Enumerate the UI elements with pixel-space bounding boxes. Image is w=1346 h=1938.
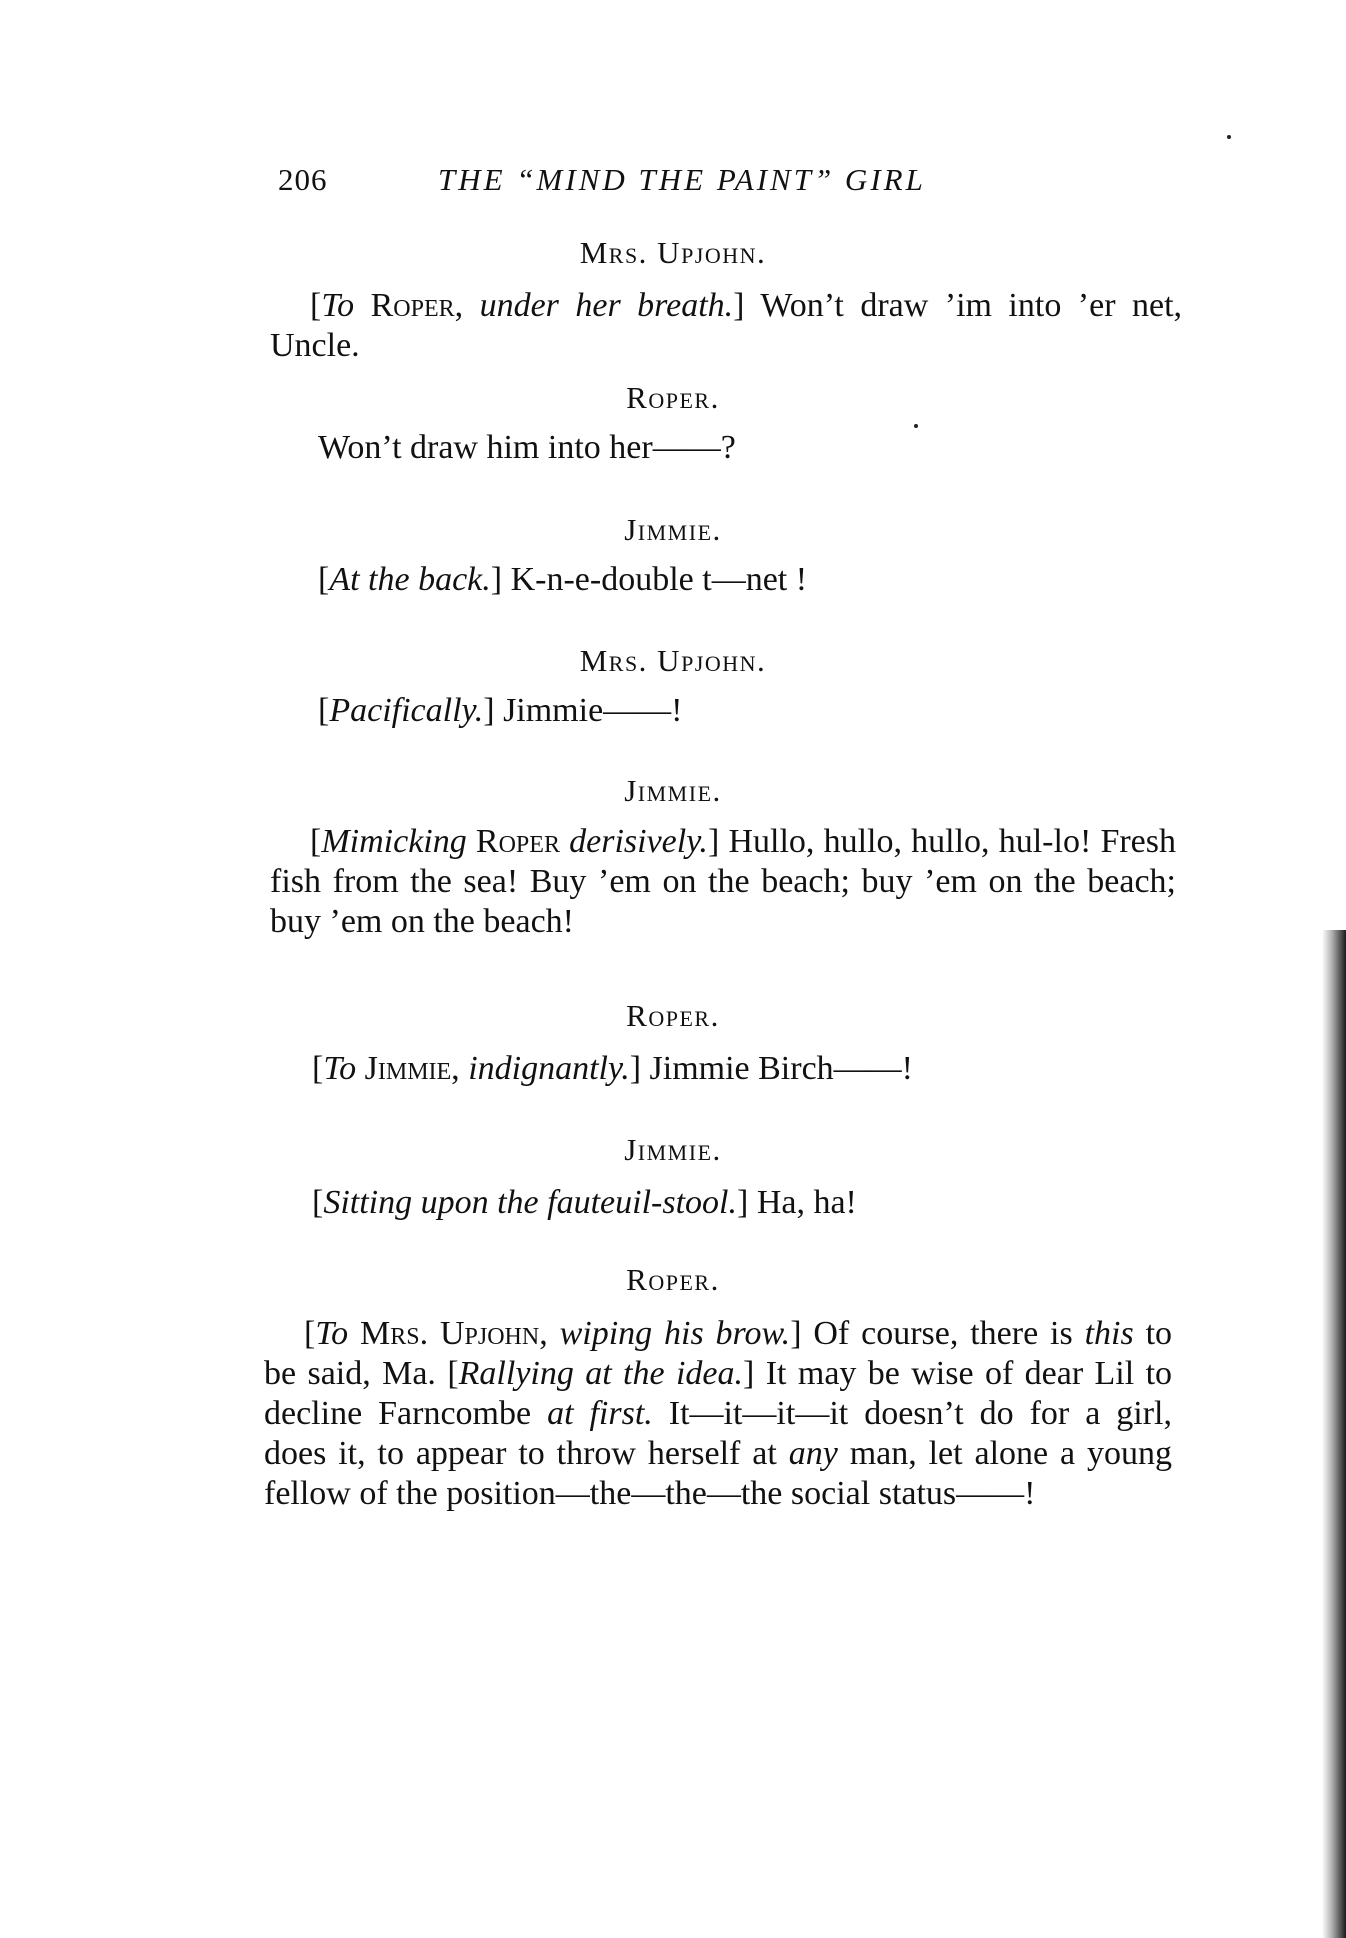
stage-direction: indignantly. (468, 1050, 630, 1087)
dialogue: It may be wise of dear Lil to decline Farncombe (264, 1355, 1173, 1432)
ink-speck (914, 424, 918, 428)
stage-direction: At the back. (329, 561, 491, 598)
stage-direction: Rallying at the idea. (458, 1355, 744, 1392)
speech-text: [Mimicking Roper derisively.] Hullo, hullo, hullo, hul-lo! Fresh fish from the sea! Buy ’em on the beach; buy ’em on the beach; buy ’em on the beach! (270, 823, 1177, 940)
emphasis: at first. (547, 1395, 653, 1432)
stage-direction: wiping his brow. (559, 1315, 791, 1352)
stage-direction: Sitting upon the fauteuil-stool. (323, 1184, 737, 1221)
speaker-name: Mrs. Upjohn. (579, 643, 767, 678)
speech-text: [To Roper, under her breath.] Won’t draw ’im into ’er net, Uncle. (270, 287, 1183, 364)
speech-text: [To Jimmie, indignantly.] Jimmie Birch——! (312, 1050, 913, 1087)
speech-text: [At the back.] K-n-e-double t—net ! (318, 561, 808, 598)
dialogue: Won’t draw ’im into ’er net, Uncle. (270, 287, 1183, 364)
speech-text: [To Mrs. Upjohn, wiping his brow.] Of course, there is this to be said, Ma. [Rallying at the idea.] It may be wise of dear Lil to decline Farncombe at first. It—it—it—it doesn’t do for a girl, does it, to appear to throw herself at any man, let alone a young fellow of the position—the—the—the social status——! (264, 1315, 1173, 1512)
speaker-name: Roper. (626, 1262, 720, 1297)
dialogue: man, let alone a young fellow of the position—the—the—the social status——! (264, 1435, 1172, 1512)
dialogue: It—it—it—it doesn’t do for a girl, does it, to appear to throw herself at (264, 1395, 1173, 1472)
dialogue: K-n-e-double t—net ! (502, 561, 808, 598)
speaker-name: Jimmie. (624, 512, 722, 547)
page-number: 206 (278, 162, 328, 197)
emphasis: this (1084, 1315, 1134, 1352)
dialogue: Of course, there is (801, 1315, 1085, 1352)
character-name: Roper, (370, 287, 464, 324)
character-name: Jimmie, (364, 1050, 460, 1087)
stage-direction: derisively. (569, 823, 708, 860)
emphasis: any (788, 1435, 838, 1472)
dialogue: Ha, ha! (748, 1184, 857, 1221)
stage-direction: To (315, 1315, 349, 1352)
dialogue: to be said, Ma. (264, 1315, 1173, 1392)
speaker-name: Jimmie. (624, 1132, 722, 1167)
page-edge-shadow (1322, 930, 1346, 1938)
speech-text: [Pacifically.] Jimmie——! (318, 692, 683, 729)
dialogue: Hullo, hullo, hullo, hul-lo! Fresh fish from the sea! Buy ’em on the beach; buy ’em on the beach; buy ’em on the beach! (270, 823, 1177, 940)
ink-speck (1227, 135, 1231, 139)
character-name: Mrs. Upjohn, (360, 1315, 548, 1352)
stage-direction: Mimicking (321, 823, 467, 860)
speaker-name: Jimmie. (624, 773, 722, 808)
stage-direction: To (321, 287, 355, 324)
running-header (278, 162, 1178, 202)
stage-direction: To (323, 1050, 357, 1087)
dialogue: Jimmie Birch——! (641, 1050, 913, 1087)
speaker-name: Roper. (626, 380, 720, 415)
stage-direction: Pacifically. (329, 692, 484, 729)
character-name: Roper (475, 823, 560, 860)
dialogue: Won’t draw him into her——? (318, 429, 736, 466)
speech-text: [Sitting upon the fauteuil-stool.] Ha, ha! (312, 1184, 857, 1221)
running-title: THE “MIND THE PAINT” GIRL (438, 162, 926, 197)
dialogue: Jimmie——! (494, 692, 683, 729)
stage-direction: under her breath. (479, 287, 734, 324)
speaker-name: Roper. (626, 998, 720, 1033)
speaker-name: Mrs. Upjohn. (579, 235, 767, 270)
